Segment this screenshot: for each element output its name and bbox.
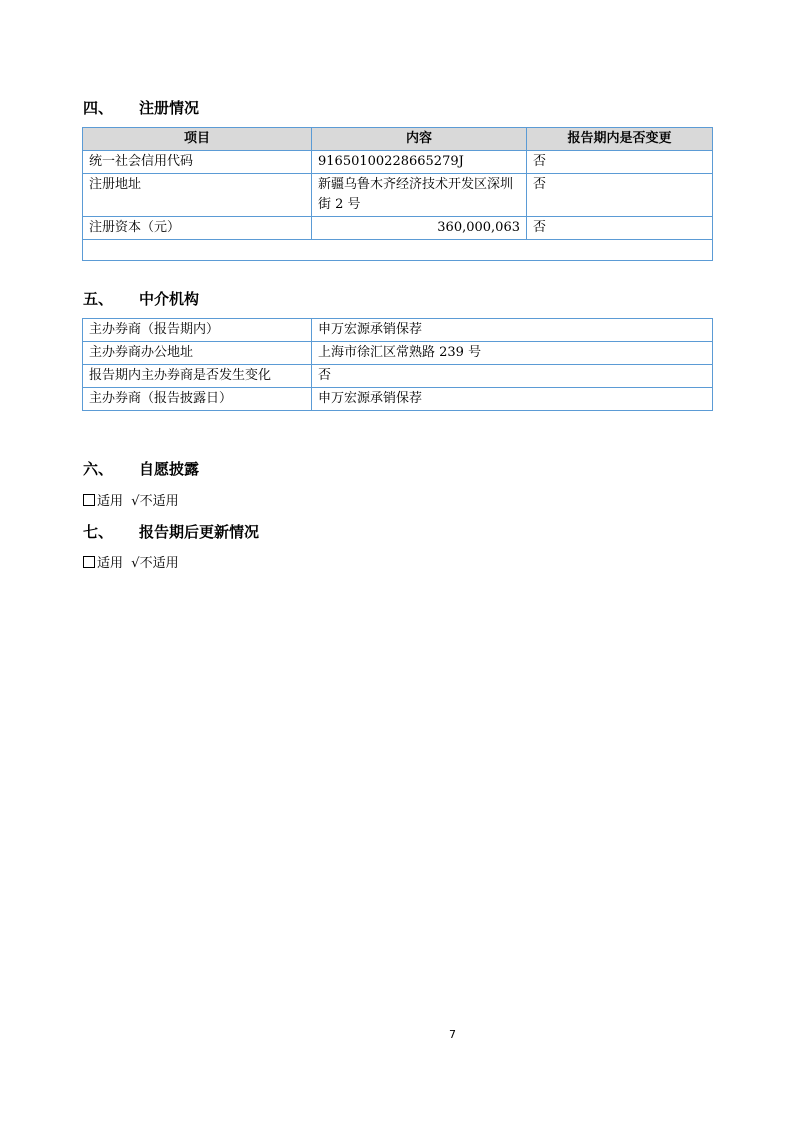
- section6-options: [83, 490, 179, 509]
- section4-number: 四、: [83, 99, 114, 117]
- row-content: 新疆乌鲁木齐经济技术开发区深圳街 2 号: [312, 174, 527, 217]
- applicable-label: 适用: [97, 494, 124, 509]
- checkbox-applicable[interactable]: [83, 494, 95, 506]
- header-item: 项目: [83, 128, 312, 151]
- row-changed: 否: [527, 151, 713, 174]
- row-item: 报告期内主办券商是否发生变化: [83, 365, 312, 388]
- intermediary-table: [82, 318, 713, 411]
- table-row: [83, 151, 713, 174]
- table-row: [83, 319, 713, 342]
- row-item: 主办券商办公地址: [83, 342, 312, 365]
- row-changed: 否: [527, 217, 713, 240]
- section6-number: 六、: [83, 460, 114, 478]
- checkmark-icon: √: [131, 494, 140, 509]
- section4-heading: [83, 97, 199, 118]
- row-item: 注册地址: [83, 174, 312, 217]
- row-content: 申万宏源承销保荐: [312, 388, 713, 411]
- section5-number: 五、: [83, 290, 114, 308]
- section7-heading: [83, 521, 259, 542]
- section7-number: 七、: [83, 523, 114, 541]
- empty-cell: [83, 240, 713, 261]
- table-row: [83, 388, 713, 411]
- section5-heading: [83, 288, 199, 309]
- not-applicable-label: 不适用: [139, 494, 179, 509]
- applicable-label: 适用: [97, 556, 124, 571]
- row-content: 91650100228665279J: [312, 151, 527, 174]
- section7-title: 报告期后更新情况: [139, 523, 260, 541]
- section5-title: 中介机构: [139, 290, 200, 308]
- table-row: [83, 342, 713, 365]
- page-number: 7: [449, 1028, 456, 1041]
- row-changed: 否: [527, 174, 713, 217]
- row-item: 统一社会信用代码: [83, 151, 312, 174]
- table-row: [83, 217, 713, 240]
- row-content: 申万宏源承销保荐: [312, 319, 713, 342]
- section6-heading: [83, 458, 199, 479]
- table-row: [83, 174, 713, 217]
- row-content: 上海市徐汇区常熟路 239 号: [312, 342, 713, 365]
- empty-row: [83, 240, 713, 261]
- row-item: 主办券商（报告披露日）: [83, 388, 312, 411]
- section6-title: 自愿披露: [139, 460, 200, 478]
- row-content: 360,000,063: [312, 217, 527, 240]
- not-applicable-label: 不适用: [139, 556, 179, 571]
- checkbox-applicable[interactable]: [83, 556, 95, 568]
- row-item: 注册资本（元）: [83, 217, 312, 240]
- table-row: [83, 365, 713, 388]
- section4-title: 注册情况: [139, 99, 200, 117]
- header-content: 内容: [312, 128, 527, 151]
- row-item: 主办券商（报告期内）: [83, 319, 312, 342]
- checkmark-icon: √: [131, 556, 140, 571]
- section7-options: [83, 552, 179, 571]
- header-changed: 报告期内是否变更: [527, 128, 713, 151]
- registration-table: [82, 127, 713, 261]
- row-content: 否: [312, 365, 713, 388]
- table-header-row: [83, 128, 713, 151]
